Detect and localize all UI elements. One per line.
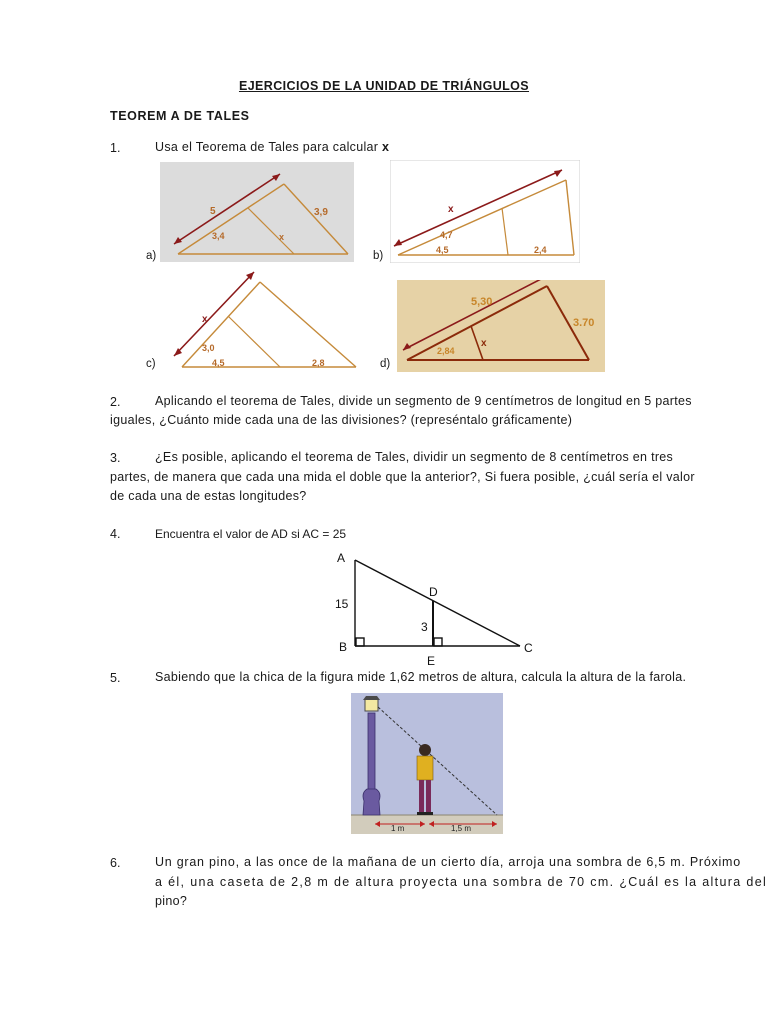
figure-d-top-label: 5,30	[471, 296, 493, 308]
exercise-6-line1: Un gran pino, a las once de la mañana de un cierto día, arroja una sombra de 6,5 m. Próximo	[155, 855, 741, 869]
exercise-6-line3: pino?	[155, 894, 188, 908]
page-title: EJERCICIOS DE LA UNIDAD DE TRIÁNGULOS	[238, 79, 530, 93]
exercise-1-text	[155, 138, 389, 157]
vertex-c-label: C	[524, 641, 533, 655]
exercise-5-illustration	[351, 693, 503, 834]
exercise-6-number: 6.	[110, 856, 121, 870]
exercise-3-line3: de cada una de estas longitudes?	[110, 489, 307, 503]
exercise-1-number: 1.	[110, 141, 121, 155]
figure-b	[390, 160, 580, 263]
exercise-4-diagram	[325, 545, 545, 670]
section-heading: TEOREM A DE TALES	[110, 109, 250, 123]
figure-d-label: d)	[380, 358, 391, 370]
figure-a-inner-label: 3,4	[212, 231, 225, 241]
figure-d-inner-label: 2,84	[437, 346, 455, 356]
segment-de-label: 3	[421, 620, 428, 634]
figure-d-x-label: x	[481, 338, 487, 349]
exercise-3-number: 3.	[110, 451, 121, 465]
exercise-3-line2: partes, de manera que cada una mida el doble que la anterior?, Si fuera posible, ¿cuál sería el valor	[110, 470, 695, 484]
figure-c-base1-label: 4,5	[212, 358, 225, 368]
figure-a-x-label: x	[279, 232, 285, 242]
segment-ab-label: 15	[335, 597, 349, 611]
figure-d	[397, 280, 605, 372]
vertex-b-label: B	[339, 640, 348, 654]
figure-c-x-label: x	[202, 314, 208, 325]
exercise-4-text: Encuentra el valor de AD si AC = 25	[155, 527, 347, 541]
exercise-2-line1: Aplicando el teorema de Tales, divide un segmento de 9 centímetros de longitud en 5 partes	[155, 394, 692, 408]
figure-d-right-label: 3.70	[573, 317, 595, 329]
figure-c-inner-label: 3,0	[202, 343, 215, 353]
exercise-6-line2: a él, una caseta de 2,8 m de altura proyecta una sombra de 70 cm. ¿Cuál es la altura del	[155, 875, 768, 889]
exercise-1-prompt: Usa el Teorema de Tales para calcular	[155, 140, 383, 154]
figure-b-x-label: x	[448, 204, 454, 215]
exercise-2-line2: iguales, ¿Cuánto mide cada una de las divisiones? (represéntalo gráficamente)	[110, 413, 573, 427]
figure-a-side-label: 5	[210, 206, 216, 217]
figure-b-inner-label: 4,7	[440, 230, 453, 240]
exercise-4-number: 4.	[110, 527, 121, 541]
figure-a	[160, 162, 354, 262]
figure-b-base1-label: 4,5	[436, 245, 449, 255]
vertex-e-label: E	[427, 654, 436, 668]
distance-label-2: 1,5 m	[451, 824, 472, 833]
exercise-5-text: Sabiendo que la chica de la figura mide 1,62 metros de altura, calcula la altura de la farola.	[155, 670, 687, 684]
figure-c	[168, 270, 360, 374]
exercise-5-number: 5.	[110, 671, 121, 685]
figure-b-base2-label: 2,4	[534, 245, 547, 255]
exercise-3-line1: ¿Es posible, aplicando el teorema de Tales, dividir un segmento de 8 centímetros en tres	[155, 450, 674, 464]
exercise-1-variable: x	[382, 140, 390, 154]
figure-c-base2-label: 2,8	[312, 358, 325, 368]
figure-a-label: a)	[146, 250, 157, 262]
figure-c-label: c)	[146, 358, 156, 370]
vertex-a-label: A	[337, 551, 346, 565]
figure-a-right-label: 3,9	[314, 207, 328, 218]
figure-b-label: b)	[373, 250, 384, 262]
distance-label-1: 1 m	[391, 824, 405, 833]
exercise-2-number: 2.	[110, 395, 121, 409]
vertex-d-label: D	[429, 585, 438, 599]
